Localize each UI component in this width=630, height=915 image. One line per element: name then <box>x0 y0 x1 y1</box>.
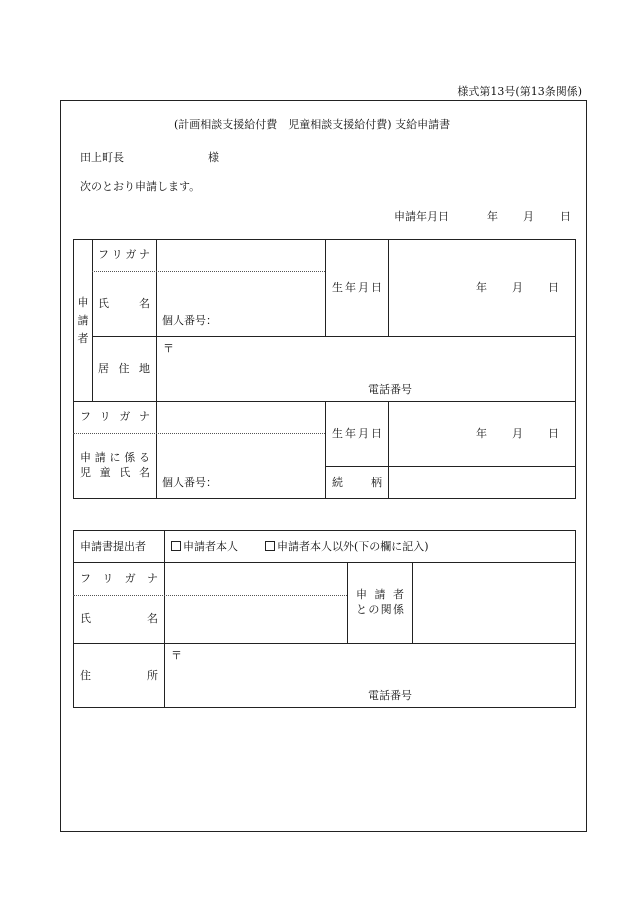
submitter-label: 申請書提出者 <box>80 540 146 553</box>
child-furigana-label: フ リ ガ ナ <box>80 410 150 423</box>
form-title: (計画相談支援給付費 児童相談支援給付費) 支給申請書 <box>174 118 451 131</box>
applicant-name-input[interactable] <box>157 272 324 312</box>
child-birth-year[interactable]: 年 <box>476 427 487 440</box>
applicant-birth-month[interactable]: 月 <box>512 281 523 294</box>
application-date-year[interactable]: 年 <box>487 210 498 223</box>
relation-label-line2: と の 関 係 <box>356 603 404 616</box>
submitter-relation-input[interactable] <box>413 563 575 642</box>
applicant-name-label: 氏 名 <box>98 297 150 310</box>
applicant-furigana-input[interactable] <box>157 240 324 271</box>
application-date-day[interactable]: 日 <box>560 210 571 223</box>
submitter-option-other[interactable]: 申請者本人以外(下の欄に記入) <box>265 540 429 554</box>
checkbox-self[interactable] <box>171 541 181 551</box>
submitter-option-self[interactable]: 申請者本人 <box>171 540 238 554</box>
applicant-address-label: 居 住 地 <box>98 362 150 375</box>
submitter-name-input[interactable] <box>165 596 346 642</box>
application-date-month[interactable]: 月 <box>523 210 534 223</box>
form-number: 様式第13号(第13条関係) <box>457 85 582 98</box>
submitter-address-label: 住 所 <box>80 669 158 682</box>
submitter-postal-mark: 〒 <box>171 649 182 662</box>
applicant-phone-label: 電話番号 <box>368 383 412 396</box>
intro-text: 次のとおり申請します。 <box>80 180 201 193</box>
application-date-label: 申請年月日 <box>394 210 449 223</box>
child-birth-month[interactable]: 月 <box>512 427 523 440</box>
addressee-honorific: 様 <box>208 151 219 164</box>
submitter-furigana-label: フ リ ガ ナ <box>80 572 158 585</box>
child-birth-day[interactable]: 日 <box>548 427 559 440</box>
child-furigana-input[interactable] <box>157 402 324 433</box>
checkbox-other[interactable] <box>265 541 275 551</box>
applicant-postal-mark: 〒 <box>163 342 174 355</box>
applicant-birth-year[interactable]: 年 <box>476 281 487 294</box>
child-name-label-line2: 児 童 氏 名 <box>80 466 150 479</box>
child-relation-label: 続 柄 <box>332 476 382 489</box>
child-birthdate-label: 生 年 月 日 <box>332 427 382 440</box>
applicant-personal-number-label: 個人番号： <box>162 314 217 327</box>
submitter-phone-label: 電話番号 <box>368 689 412 702</box>
relation-label-line1: 申 請 者 <box>356 588 404 601</box>
submitter-name-label: 氏 名 <box>80 612 158 625</box>
applicant-birth-day[interactable]: 日 <box>548 281 559 294</box>
submitter-furigana-input[interactable] <box>165 563 346 595</box>
child-name-label-line1: 申 請 に 係 る <box>80 451 150 464</box>
applicant-address-input[interactable] <box>157 337 575 400</box>
child-relation-input[interactable] <box>389 467 575 498</box>
applicant-furigana-label: フ リ ガ ナ <box>98 248 150 261</box>
child-personal-number-label: 個人番号： <box>162 476 217 489</box>
applicant-section-label: 申 請 者 <box>77 296 89 345</box>
addressee-town: 田上町長 <box>80 151 124 164</box>
applicant-birthdate-label: 生 年 月 日 <box>332 281 382 294</box>
child-name-input[interactable] <box>157 434 324 474</box>
